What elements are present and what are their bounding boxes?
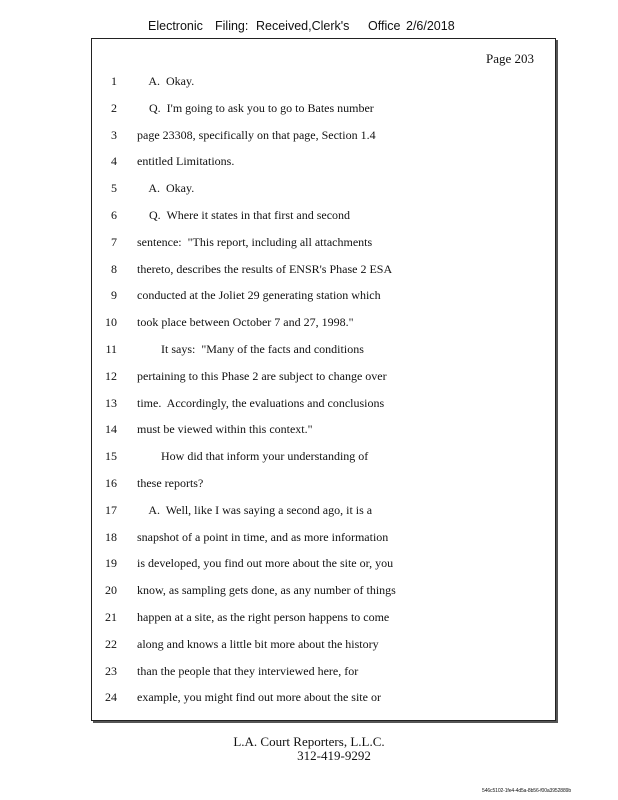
line-text: along and knows a little bit more about the history [137,636,379,651]
line-number: 12 [105,368,117,383]
line-number: 14 [105,422,117,437]
reporter-phone: 312-419-9292 [297,748,371,763]
line-number: 22 [105,636,117,651]
line-text: A. Okay. [137,181,195,196]
line-text: know, as sampling gets done, as any number of things [137,583,396,598]
line-text: snapshot of a point in time, and as more information [137,529,389,544]
document-id: 546c5102-1fe4-4d5a-8b56-f00a3952889b [482,788,571,794]
header-received: Received,Clerk's [256,19,350,33]
transcript-page [91,38,556,721]
transcript-line [92,690,555,710]
line-number: 4 [111,154,117,169]
transcript-line [92,74,555,94]
transcript-line [92,396,555,416]
transcript-line [92,315,555,335]
line-number: 6 [111,208,117,222]
transcript-line [92,422,555,442]
transcript-line [92,476,555,496]
line-text: Q. I'm going to ask you to go to Bates number [137,100,374,115]
line-number: 1 [111,74,117,88]
line-text: Q. Where it states in that first and second [137,208,351,222]
line-text: conducted at the Joliet 29 generating station which [137,288,381,303]
page-number: Page 203 [485,51,534,66]
transcript-line [92,288,555,308]
line-number: 11 [105,342,117,356]
line-number: 24 [105,690,117,705]
reporter-name: L.A. Court Reporters, L.L.C. [233,734,385,749]
transcript-line [92,154,555,174]
line-number: 20 [105,583,117,598]
line-text: time. Accordingly, the evaluations and conclusions [137,395,385,410]
line-text: page 23308, specifically on that page, Section 1.4 [137,127,376,142]
transcript-line [92,503,555,523]
line-number: 10 [105,315,117,330]
line-text: is developed, you find out more about the site or, you [137,556,394,571]
header-date: 2/6/2018 [406,19,455,33]
transcript-line [92,181,555,201]
line-number: 18 [105,529,117,544]
line-number: 8 [111,261,117,276]
transcript-line [92,556,555,576]
transcript-line [92,101,555,121]
transcript-line [92,208,555,228]
line-text: must be viewed within this context." [137,422,313,437]
line-text: happen at a site, as the right person happens to come [137,610,390,624]
transcript-line [92,262,555,282]
line-text: pertaining to this Phase 2 are subject to change over [137,368,387,383]
line-text: How did that inform your understanding of [137,449,369,464]
line-text: sentence: "This report, including all attachments [137,234,373,249]
transcript-line [92,449,555,469]
transcript-line [92,369,555,389]
line-text: took place between October 7 and 27, 1998." [137,315,354,330]
line-number: 21 [105,610,117,624]
line-number: 19 [105,556,117,571]
header-filing: Filing: [215,19,249,33]
line-number: 16 [105,476,117,490]
line-number: 7 [111,234,117,249]
transcript-line [92,128,555,148]
line-text: A. Okay. [137,74,195,88]
line-number: 3 [111,127,117,142]
line-number: 9 [111,288,117,303]
line-text: A. Well, like I was saying a second ago, it is a [137,502,373,517]
line-number: 15 [105,449,117,464]
transcript-line [92,664,555,684]
reporter-phone-row [0,748,618,764]
line-text: thereto, describes the results of ENSR's Phase 2 ESA [137,261,393,276]
transcript-line [92,530,555,550]
line-number: 2 [111,100,117,115]
transcript-line [92,583,555,603]
transcript-line [92,610,555,630]
line-number: 17 [105,502,117,517]
line-text: these reports? [137,476,204,490]
line-text: entitled Limitations. [137,154,235,169]
transcript-line [92,637,555,657]
transcript-line [92,342,555,362]
line-text: than the people that they interviewed here, for [137,663,359,678]
line-text: example, you might find out more about the site or [137,690,381,705]
line-text: It says: "Many of the facts and conditions [137,342,364,356]
line-number: 13 [105,395,117,410]
header-office: Office [368,19,401,33]
line-number: 23 [105,663,117,678]
header-electronic: Electronic [148,19,203,33]
line-number: 5 [111,181,117,196]
transcript-line [92,235,555,255]
